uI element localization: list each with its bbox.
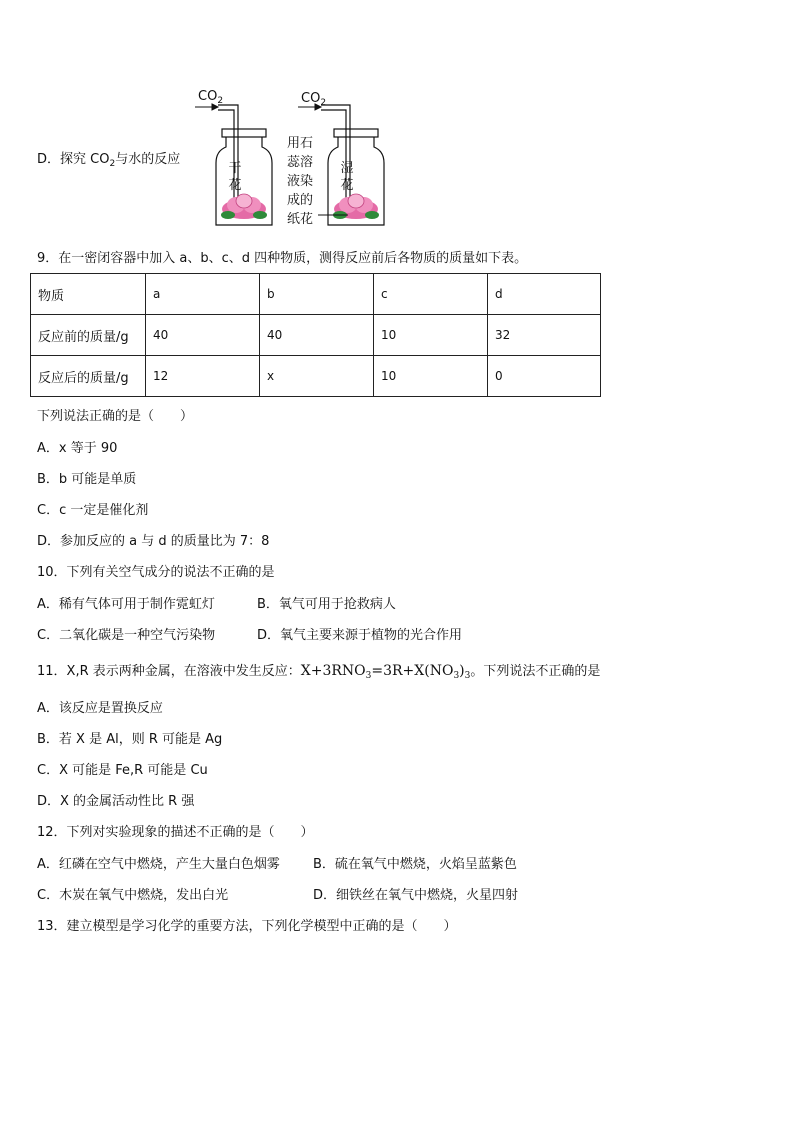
q13-stem: 13．建立模型是学习化学的重要方法，下列化学模型中正确的是（ ） <box>37 919 457 934</box>
table-cell: 40 <box>260 315 374 356</box>
table-row <box>31 315 601 356</box>
q10-option-a: A．稀有气体可用于制作霓虹灯 <box>37 597 215 612</box>
table-row <box>31 356 601 397</box>
jar-right-label: 湿 花 <box>340 161 354 193</box>
q10-stem: 10．下列有关空气成分的说法不正确的是 <box>37 565 275 580</box>
table-cell: 物质 <box>31 274 146 315</box>
q10-option-d: D．氧气主要来源于植物的光合作用 <box>257 628 463 643</box>
table-cell: 40 <box>146 315 260 356</box>
q9-option-d: D．参加反应的 a 与 d 的质量比为 7：8 <box>37 534 270 549</box>
table-cell: x <box>260 356 374 397</box>
q12-option-c: C．木炭在氧气中燃烧，发出白光 <box>37 888 229 903</box>
q9-question: 下列说法正确的是（ ） <box>37 409 194 424</box>
gas-label-right: $CO_2$ <box>301 91 327 108</box>
table-cell: d <box>488 274 601 315</box>
q9-option-b: B．b 可能是单质 <box>37 472 137 487</box>
mass-table <box>30 273 601 397</box>
paper-flower-left <box>221 194 267 219</box>
jar-left-label: 干 花 <box>228 161 242 193</box>
q12-option-b: B．硫在氧气中燃烧，火焰呈蓝紫色 <box>313 857 517 872</box>
table-cell: 12 <box>146 356 260 397</box>
reaction-equation: $X+3RNO_3=3R+X(NO_3)_3$ <box>300 663 471 681</box>
q11-option-a: A．该反应是置换反应 <box>37 701 163 716</box>
q12-option-a: A．红磷在空气中燃烧，产生大量白色烟雾 <box>37 857 280 872</box>
table-cell: 10 <box>374 356 488 397</box>
q9-option-c: C．c 一定是催化剂 <box>37 503 149 518</box>
litmus-flower-label: 用石 蕊溶 液染 成的 纸花 <box>287 136 314 227</box>
q9-stem: 9．在一密闭容器中加入 a、b、c、d 四种物质，测得反应前后各物质的质量如下表。 <box>37 251 528 266</box>
q12-option-d: D．细铁丝在氧气中燃烧，火星四射 <box>313 888 519 903</box>
q11-option-d: D．X 的金属活动性比 R 强 <box>37 794 195 809</box>
table-header-row <box>31 274 601 315</box>
q11-stem: 11．X,R 表示两种金属，在溶液中发生反应：$X+3RNO_3=3R+X(NO_3)_3$。下列说法不正确的是 <box>37 663 601 681</box>
gas-label-left: $CO_2$ <box>198 89 224 106</box>
table-cell: b <box>260 274 374 315</box>
q8-option-d: D．探究 $CO_2$与水的反应 <box>37 152 181 169</box>
q11-option-b: B．若 X 是 Al，则 R 可能是 Ag <box>37 732 223 747</box>
table-cell: 0 <box>488 356 601 397</box>
table-cell: 32 <box>488 315 601 356</box>
q9-option-a: A．x 等于 90 <box>37 441 118 456</box>
q11-option-c: C．X 可能是 Fe,R 可能是 Cu <box>37 763 208 778</box>
q10-option-b: B．氧气可用于抢救病人 <box>257 597 396 612</box>
q10-option-c: C．二氧化碳是一种空气污染物 <box>37 628 216 643</box>
q12-stem: 12．下列对实验现象的描述不正确的是（ ） <box>37 825 314 840</box>
table-cell: a <box>146 274 260 315</box>
table-cell: c <box>374 274 488 315</box>
table-cell: 10 <box>374 315 488 356</box>
table-cell: 反应前的质量/g <box>31 315 146 356</box>
table-cell: 反应后的质量/g <box>31 356 146 397</box>
